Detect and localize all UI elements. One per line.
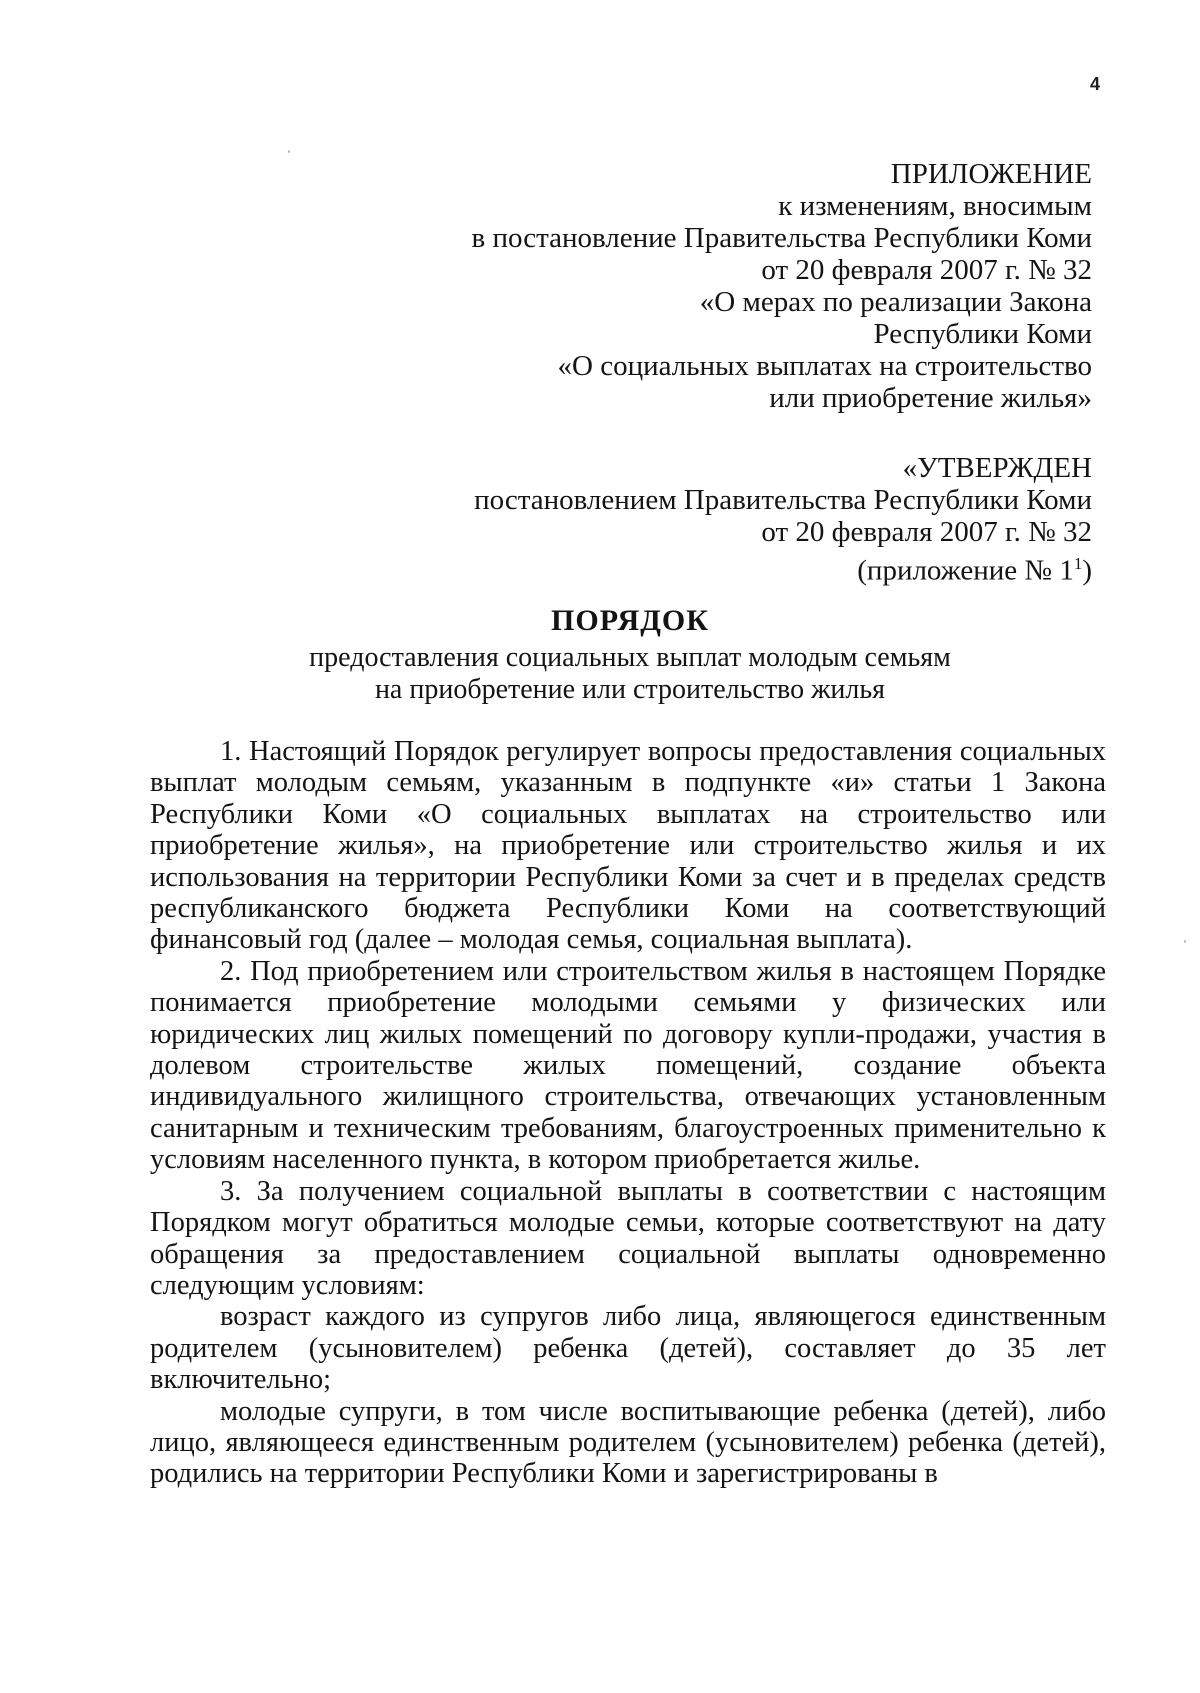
scan-speck — [288, 150, 290, 153]
scan-speck — [1184, 940, 1186, 943]
page-number: 4 — [1090, 74, 1101, 94]
annex-prefix: (приложение № 1 — [857, 554, 1074, 587]
annex-superscript: 1 — [1073, 554, 1083, 573]
document-subtitle — [150, 642, 1110, 706]
subtitle-line: на приобретение или строительство жилья — [374, 674, 886, 705]
appendix-line: ПРИЛОЖЕНИЕ — [890, 158, 1092, 190]
appendix-header — [372, 158, 1092, 414]
appendix-line: Республики Коми — [873, 318, 1092, 350]
appendix-line: от 20 февраля 2007 г. № 32 — [761, 254, 1092, 286]
document-body — [150, 736, 1106, 1490]
annex-reference — [372, 548, 1092, 587]
paragraph: возраст каждого из супругов либо лица, являющегося единственным родителем (усыновителем) ребенка (детей), составляет до 35 лет включительно; — [150, 1301, 1106, 1396]
paragraph: 1. Настоящий Порядок регулирует вопросы предоставления социальных выплат молодым семьям, указанным в подпункте «и» статьи 1 Закона Республики Коми «О социальных выплатах на строительство или приобретение жилья», на приобретение или строительство жилья и их использования на территории Республики Коми за счет и в пределах средств республиканского бюджета Республики Коми на соответствующий финансовый год (далее – молодая семья, социальная выплата). — [150, 736, 1106, 956]
approved-line: постановлением Правительства Республики Коми — [474, 484, 1092, 516]
appendix-line: в постановление Правительства Республики Коми — [471, 222, 1092, 254]
annex-suffix: ) — [1082, 554, 1092, 587]
document-title: ПОРЯДОК — [551, 604, 709, 637]
paragraph: молодые супруги, в том числе воспитывающие ребенка (детей), либо лицо, являющееся единственным родителем (усыновителем) ребенка (детей), родились на территории Республики Коми и зарегистрированы в — [150, 1395, 1106, 1490]
approval-stamp-text — [372, 452, 1092, 587]
subtitle-line: предоставления социальных выплат молодым семьям — [309, 642, 951, 673]
approved-line: от 20 февраля 2007 г. № 32 — [761, 516, 1092, 548]
appendix-line: «О социальных выплатах на строительство — [557, 350, 1092, 382]
appendix-line: или приобретение жилья» — [769, 382, 1092, 414]
paragraph: 2. Под приобретением или строительством жилья в настоящем Порядке понимается приобретение молодыми семьями у физических или юридических лиц жилых помещений по договору купли-продажи, участия в долевом строительстве жилых помещений, создание объекта индивидуального жилищного строительства, отвечающих установленным санитарным и техническим требованиям, благоустроенных применительно к условиям населенного пункта, в котором приобретается жилье. — [150, 955, 1106, 1176]
paragraph: 3. За получением социальной выплаты в соответствии с настоящим Порядком могут обратиться молодые семьи, которые соответствуют на дату обращения за предоставлением социальной выплаты одновременно следующим условиям: — [150, 1175, 1106, 1301]
appendix-line: «О мерах по реализации Закона — [699, 286, 1092, 318]
approved-line: «УТВЕРЖДЕН — [902, 452, 1092, 484]
appendix-line: к изменениям, вносимым — [778, 190, 1092, 222]
